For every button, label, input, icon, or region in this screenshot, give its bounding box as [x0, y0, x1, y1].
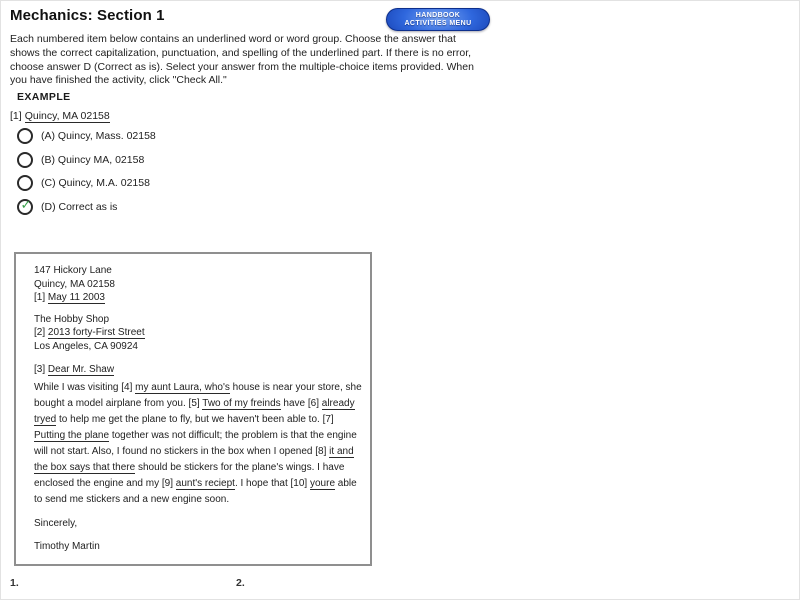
plain-text: together was not difficult; the problem is that the engine will not start. Also, I found no stickers in the box when I opened [8]: [34, 429, 357, 457]
plain-text: [1]: [34, 292, 48, 303]
plain-text: [2]: [34, 327, 48, 338]
plain-text: Quincy, MA 02158: [34, 278, 115, 290]
letter-line: [34, 340, 360, 354]
example-option-label-c[interactable]: (C) Quincy, M.A. 02158: [41, 177, 150, 189]
underlined-text: 2013 forty-First Street: [47, 327, 145, 338]
letter-content: [34, 264, 360, 554]
example-item: [10, 110, 110, 122]
letter-body: [34, 380, 364, 508]
underlined-text: already tryed: [34, 397, 355, 425]
underlined-text: it and the box says that there: [34, 445, 354, 473]
letter-return-address: [34, 264, 360, 305]
letter-box: [14, 252, 372, 566]
radio-selected-icon[interactable]: [17, 196, 33, 215]
handbook-activities-menu-button[interactable]: [386, 8, 490, 31]
page-title: Mechanics: Section 1: [10, 7, 165, 24]
radio-icon[interactable]: [17, 128, 33, 144]
menu-button-line2: ACTIVITIES MENU: [404, 19, 472, 27]
example-item-underlined-text: Quincy, MA 02158: [24, 110, 110, 122]
radio-icon[interactable]: [17, 175, 33, 191]
example-item-number: [1]: [10, 110, 22, 122]
plain-text: have [6]: [280, 397, 322, 409]
plain-text: Sincerely,: [34, 517, 78, 529]
letter-line: [34, 313, 360, 327]
letter-line: [34, 278, 360, 292]
underlined-text: youre: [310, 477, 336, 489]
letter-inside-address: [34, 313, 360, 354]
question-numbers: [0, 577, 800, 595]
letter-line: [34, 517, 360, 531]
letter-salutation: [34, 363, 360, 377]
plain-text: able to send me stickers and a new engine soon.: [34, 477, 357, 505]
plain-text: Timothy Martin: [34, 540, 100, 552]
example-heading: EXAMPLE: [17, 91, 71, 103]
plain-text: [3]: [34, 364, 48, 375]
example-option-label-d[interactable]: (D) Correct as is: [41, 200, 118, 213]
question-number-2: 2.: [236, 577, 245, 589]
letter-line: [34, 326, 360, 340]
example-option-label-b[interactable]: (B) Quincy MA, 02158: [41, 153, 145, 166]
example-option-c[interactable]: [17, 175, 156, 191]
example-option-b[interactable]: [17, 152, 156, 168]
letter-line: [34, 264, 360, 278]
plain-text: 147 Hickory Lane: [34, 265, 112, 276]
plain-text: should be stickers for the plane's wings. I have enclosed the engine and my [9]: [34, 461, 345, 489]
radio-icon[interactable]: [17, 152, 33, 168]
letter-closing: [34, 517, 360, 531]
underlined-text: Putting the plane: [34, 429, 110, 441]
plain-text: to help me get the plane to fly, but we haven't been able to. [7]: [56, 413, 334, 425]
plain-text: house is near your store, she bought a model airplane from you. [5]: [34, 381, 362, 409]
underlined-text: aunt's reciept: [175, 477, 235, 489]
letter-line: [34, 363, 360, 377]
plain-text: The Hobby Shop: [34, 313, 110, 325]
check-icon: ✓: [20, 196, 32, 212]
instructions-text: Each numbered item below contains an underlined word or word group. Choose the answer that shows the correct capitalization, punctuation, and spelling of the underlined part. If there is no error, choose answer D (Correct as is). Select your answer from the multiple-choice items provided. When you have finished the activity, click "Check All.": [10, 33, 474, 87]
underlined-text: Dear Mr. Shaw: [47, 364, 115, 375]
letter-line: [34, 291, 360, 305]
plain-text: Los Angeles, CA 90924: [34, 340, 138, 352]
underlined-text: May 11 2003: [47, 292, 105, 303]
underlined-text: my aunt Laura, who's: [135, 381, 230, 393]
letter-signature: [34, 540, 360, 554]
menu-button-line1: HANDBOOK: [415, 11, 461, 19]
plain-text: While I was visiting [4]: [34, 381, 136, 393]
example-option-label-a[interactable]: (A) Quincy, Mass. 02158: [41, 130, 156, 142]
example-option-d[interactable]: [17, 196, 156, 215]
question-number-1: 1.: [10, 577, 19, 589]
example-options: [17, 128, 156, 222]
example-option-a[interactable]: [17, 128, 156, 144]
letter-line: [34, 540, 360, 554]
underlined-text: Two of my freinds: [202, 397, 281, 409]
plain-text: . I hope that [10]: [234, 477, 310, 489]
